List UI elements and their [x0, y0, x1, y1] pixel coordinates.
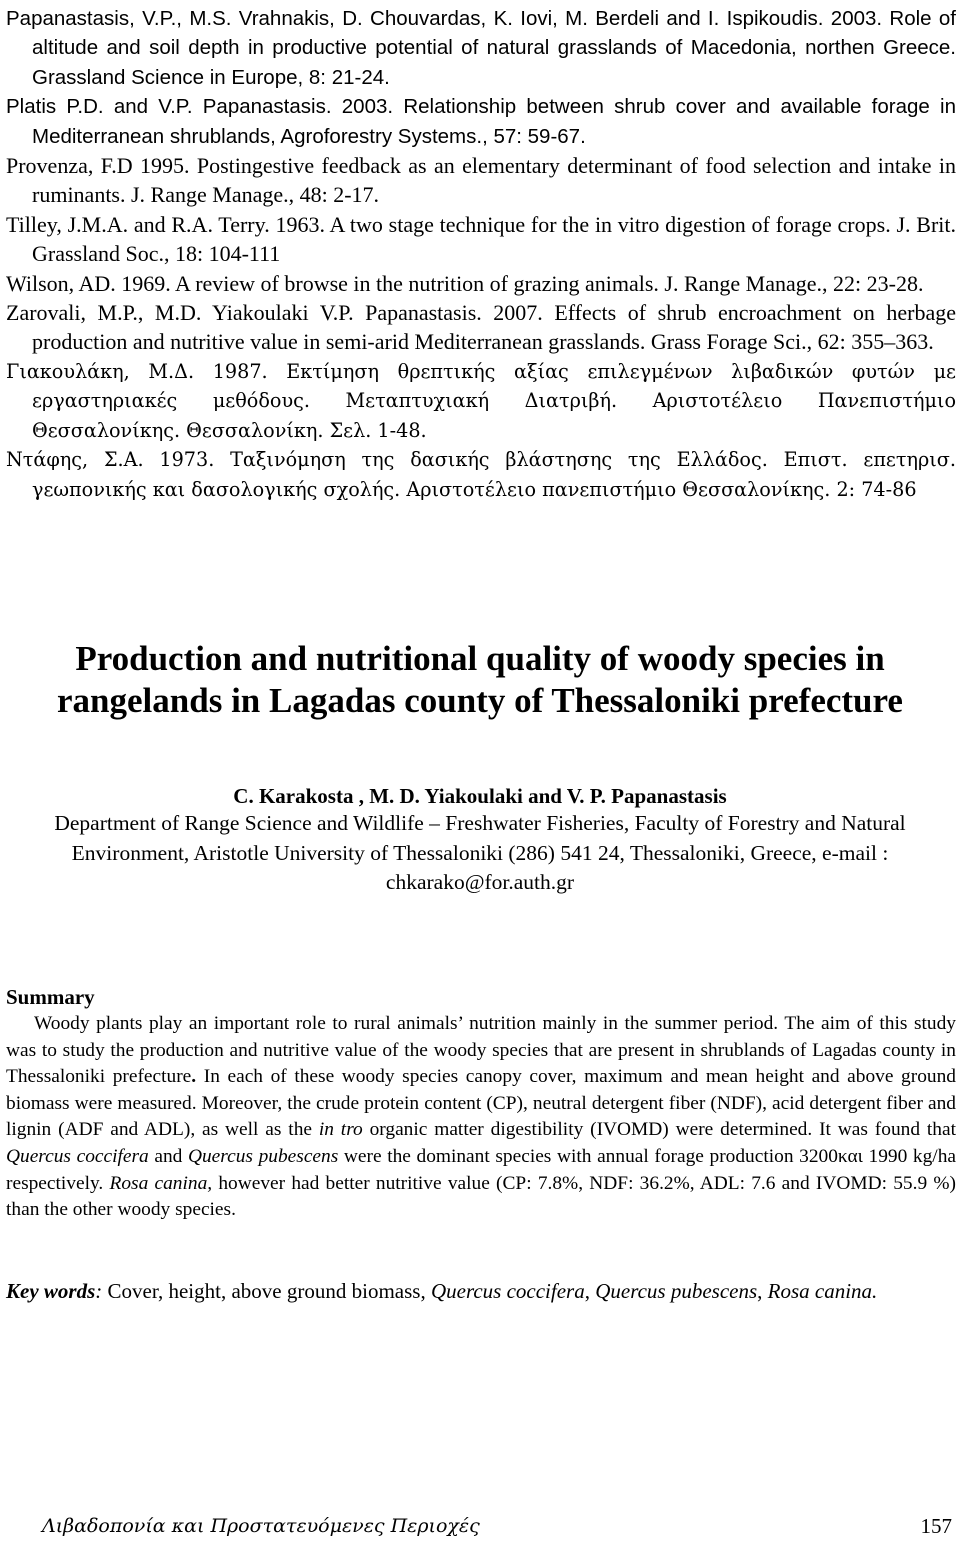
summary-part: In each of these woody species canopy cover, maximum and mean height and above ground biomass were measured. Moreover, the crude protein content (CP), neutral detergent fiber (NDF), acid detergent fiber and lignin (ADF and ADL), as well as the: [6, 1066, 956, 1141]
summary-text: [6, 1011, 956, 1224]
reference-item: Wilson, AD. 1969. A review of browse in the nutrition of grazing animals. J. Range Manage., 22: 23-28.: [6, 270, 924, 296]
keywords-part: ,: [757, 1279, 768, 1303]
reference-item: Provenza, F.D 1995. Postingestive feedback as an elementary determinant of food selection and intake in ruminants. J. Range Manage., 48: 2-17.: [6, 153, 956, 208]
keywords-colon: :: [95, 1279, 103, 1303]
keyword-species: Quercus pubescens: [595, 1279, 758, 1303]
reference-list: [6, 4, 956, 504]
summary-part: Woody plants play an important role to rural animals’ nutrition mainly in the summer period. The aim of this study was to study the production and nutritive value of the woody species that are present in shrublands of Lagadas county in Thessaloniki prefecture: [6, 1013, 956, 1088]
keyword-species: Quercus coccifera: [430, 1279, 585, 1303]
summary-part: organic matter digestibility (IVOMD) were determined. It was found that: [362, 1119, 956, 1141]
reference-item: Papanastasis, V.P., M.S. Vrahnakis, D. Chouvardas, K. Iovi, M. Berdeli and I. Ispikoudis. 2003. Role of altitude and soil depth in productive potential of natural grasslands of Macedonia, northen Greece. Grassland Science in Europe, 8: 21-24.: [6, 7, 956, 89]
keywords: [6, 1277, 956, 1306]
reference-item: Γιακουλάκη, Μ.Δ. 1987. Εκτίμηση θρεπτικής αξίας επιλεγμένων λιβαδικών φυτών με εργαστηριακές μεθόδους. Μεταπτυχιακή Διατριβή. Αριστοτέλειο Πανεπιστήμιο Θεσσαλονίκης. Θεσσαλονίκη. Σελ. 1-48.: [6, 359, 956, 442]
summary-part: and: [148, 1145, 188, 1167]
footer-journal-name: Λιβαδοπονία και Προστατευόμενες Περιοχές: [42, 1515, 480, 1537]
summary-part: were the dominant species with annual forage production 3200και 1990 kg/ha respectively.: [6, 1145, 956, 1194]
keywords-label: Key words: [6, 1279, 96, 1303]
keywords-part: Cover, height, above ground biomass,: [102, 1279, 431, 1303]
species-name: Quercus pubescens: [187, 1145, 339, 1167]
keyword-species: Rosa canina.: [767, 1279, 878, 1303]
keywords-part: ,: [584, 1279, 596, 1303]
reference-item: Zarovali, M.P., M.D. Yiakoulaki V.P. Papanastasis. 2007. Effects of shrub encroachment on herbage production and nutritive value in semi-arid Mediterranean grasslands. Grass Forage Sci., 62: 355–363.: [6, 300, 956, 355]
summary-heading: Summary: [6, 985, 95, 1009]
summary-part: .: [191, 1066, 197, 1088]
page-number: 157: [920, 1514, 952, 1538]
paper-authors: C. Karakosta , M. D. Yiakoulaki and V. P. Papanastasis: [233, 784, 727, 808]
reference-item: Platis P.D. and V.P. Papanastasis. 2003. Relationship between shrub cover and available forage in Mediterranean shrublands, Agroforestry Systems., 57: 59-67.: [6, 95, 956, 148]
paper-title: Production and nutritional quality of woody species in rangelands in Lagadas county of Thessaloniki prefecture: [57, 639, 903, 720]
reference-item: Ντάφης, Σ.Α. 1973. Ταξινόμηση της δασικής βλάστησης της Ελλάδος. Επιστ. επετηρισ. γεωπονικής και δασολογικής σχολής. Αριστοτέλειο πανεπιστήμιο Θεσσαλονίκης. 2: 74-86: [6, 448, 956, 501]
author-affiliation: Department of Range Science and Wildlife – Freshwater Fisheries, Faculty of Forestry and Natural Environment, Aristotle University of Thessaloniki (286) 541 24, Thessaloniki, Greece, e-mail : chkarako@for.auth.gr: [54, 811, 906, 894]
reference-item: Tilley, J.M.A. and R.A. Terry. 1963. A two stage technique for the in vitro digestion of forage crops. J. Brit. Grassland Soc., 18: 104-111: [6, 211, 956, 267]
species-name: Quercus coccifera: [6, 1145, 149, 1167]
species-name: Rosa canina,: [109, 1172, 213, 1194]
summary-italic: in tro: [318, 1119, 363, 1141]
summary-part: however had better nutritive value (CP: 7.8%, NDF: 36.2%, ADL: 7.6 and IVOMD: 55.9 %) than the other woody species.: [6, 1172, 956, 1221]
